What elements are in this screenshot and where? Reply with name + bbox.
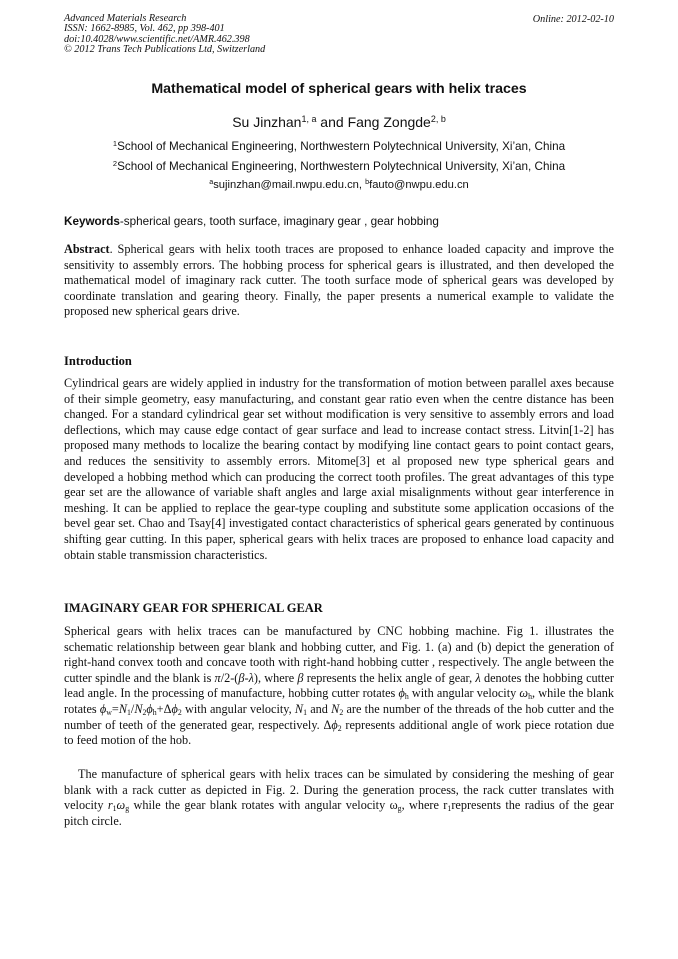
n-symbol: N xyxy=(134,701,143,716)
author-conjunction: and xyxy=(316,114,348,130)
email-a: sujinzhan@mail.nwpu.edu.cn, xyxy=(213,179,366,191)
journal-name: Advanced Materials Research xyxy=(64,13,187,24)
p1-text-3: - xyxy=(244,670,249,685)
lambda-symbol: λ xyxy=(248,670,254,685)
section-heading: IMAGINARY GEAR FOR SPHERICAL GEAR xyxy=(64,601,323,615)
beta-symbol: β xyxy=(297,670,304,685)
phi-symbol: ϕ xyxy=(99,701,107,716)
subscript: 2 xyxy=(177,707,182,717)
author-1-marker: 1, a xyxy=(301,114,317,125)
author-line xyxy=(0,114,678,130)
r-symbol: r xyxy=(107,798,113,813)
n-symbol: N xyxy=(331,701,340,716)
beta-symbol: β xyxy=(238,670,245,685)
issn-line: ISSN: 1662-8985, Vol. 462, pp 398-401 xyxy=(64,23,225,35)
section-paragraph-2 xyxy=(64,767,614,829)
affiliation-1-text: School of Mechanical Engineering, Northwestern Polytechnical University, Xi’an, China xyxy=(117,140,566,153)
omega-symbol: ω xyxy=(116,798,126,813)
phi-symbol: ϕ xyxy=(146,701,153,716)
pi-symbol: π xyxy=(214,670,221,685)
p1-text-2: /2-( xyxy=(220,670,239,685)
author-1: Su Jinzhan xyxy=(232,114,302,130)
paper-title: Mathematical model of spherical gears with helix traces xyxy=(151,81,527,97)
affiliation-2 xyxy=(0,160,678,173)
email-b-marker: b xyxy=(365,178,370,187)
subscript: 1 xyxy=(112,804,117,814)
subscript: h xyxy=(404,692,409,702)
subscript: 1 xyxy=(303,707,307,717)
p1-text-11: with angular velocity, xyxy=(181,701,295,716)
p1-text-9: = xyxy=(111,701,119,716)
p2-text-1: The manufacture of spherical gears with helix traces can be simulated by considering the meshing of gear blank with a rack cutter as depicted in Fig. 2. During the generation process, the rack cutter translates with velocity xyxy=(64,767,614,813)
email-line xyxy=(0,179,678,191)
p2-text-4: represents the radius of the gear pitch circle. xyxy=(64,798,615,828)
n-symbol: N xyxy=(294,701,304,716)
keywords xyxy=(64,215,624,228)
p1-text-6: denotes the hobbing cutter lead angle. In the processing of manufacture, hobbing cutter rotates xyxy=(64,670,614,701)
section-paragraph-1 xyxy=(64,624,614,749)
omega-symbol: ω xyxy=(519,686,529,701)
affiliation-1 xyxy=(0,140,678,153)
p1-text-5: represents the helix angle of gear, xyxy=(303,670,476,685)
email-a-marker: a xyxy=(209,178,214,187)
n-symbol: N xyxy=(118,701,127,716)
subscript: h xyxy=(152,707,157,717)
subscript: 2 xyxy=(339,707,344,717)
p1-text-14: represents additional angle of work piece rotation due to feed motion of the hob. xyxy=(64,717,615,748)
affiliation-2-text: School of Mechanical Engineering, Northwestern Polytechnical University, Xi’an, China xyxy=(117,160,566,173)
subscript: g xyxy=(397,804,402,814)
abstract-text: . Spherical gears with helix tooth traces are proposed to enhance loaded capacity and improve the sensitivity to assembly errors. The hobbing process for spherical gears is illustrated, and then developed the mathematical model of imaginary rack cutter. The tooth surface mode of spherical gears was developed by coordinate translation and gearing theory. Finally, the paper presents a numerical example to validate the proposed new spherical gears drive. xyxy=(64,242,614,319)
p1-text-4: ), where xyxy=(253,670,298,685)
p1-text-8: , while the blank rotates xyxy=(64,686,614,716)
email-b: fauto@nwpu.edu.cn xyxy=(369,179,469,191)
phi-symbol: ϕ xyxy=(171,701,178,716)
author-2: Fang Zongde xyxy=(347,114,431,130)
abstract-label: Abstract xyxy=(64,242,110,256)
online-date: Online: 2012-02-10 xyxy=(532,14,614,25)
subscript: 1 xyxy=(447,804,452,814)
author-2-marker: 2, b xyxy=(430,114,446,125)
keywords-label: Keywords xyxy=(64,215,120,228)
phi-symbol: ϕ xyxy=(398,686,405,701)
subscript: 2 xyxy=(142,707,147,717)
p2-text-3: , where r xyxy=(401,798,448,813)
subscript: h xyxy=(528,692,532,702)
subscript: g xyxy=(125,804,130,814)
keywords-text: -spherical gears, tooth surface, imaginary gear , gear hobbing xyxy=(119,215,439,228)
subscript: w xyxy=(106,707,112,717)
p2-text-2: while the gear blank rotates with angular velocity ω xyxy=(129,798,398,813)
lambda-symbol: λ xyxy=(475,670,481,685)
slash: / xyxy=(130,701,135,716)
affiliation-2-marker: 2 xyxy=(112,158,118,168)
subscript: 1 xyxy=(126,707,131,717)
p1-text-13: are the number of the threads of the hob cutter and the number of teeth of the generated gear, respectively. Δ xyxy=(64,701,614,732)
journal-header xyxy=(64,14,265,56)
affiliation-1-marker: 1 xyxy=(112,138,118,148)
doi-line: doi:10.4028/www.scientific.net/AMR.462.398 xyxy=(64,33,250,45)
p1-text-10: +Δ xyxy=(156,701,172,716)
copyright-line: © 2012 Trans Tech Publications Ltd, Switzerland xyxy=(64,44,266,56)
introduction-paragraph: Cylindrical gears are widely applied in industry for the transformation of motion between parallel axes because of their simple geometry, easy manufacturing, and constant gear ratio even when the centre distance has been changed. For a standard cylindrical gear set without modification is very sensitive to assembly errors and load deflections, which may cause edge contact of gear surface and lead to increase contact stress. Litvin[1-2] has proposed many methods to localize the bearing contact by modifying line contact gears to point contact gears, and reduces the sensitivity to assembly errors. Mitome[3] et al proposed new type spherical gears and developed a hobbing method which can producing the correct tooth profiles. The great advantages of this type gear set are the allowance of variable shaft angles and large axial misalignments without gear interference in meshing. It can be applied to replace the gear-type coupling and substitute some application occasions of the bevel gear set. Chao and Tsay[4] investigated contact characteristics of spherical gears generated by continuous shifting gear cutting. In this paper, spherical gears with helix traces are proposed to enhance load capacity and obtain stable transmission characteristics. xyxy=(64,376,614,562)
abstract xyxy=(64,242,614,320)
phi-symbol: ϕ xyxy=(331,717,338,732)
p1-text-12: and xyxy=(307,701,332,716)
introduction-heading: Introduction xyxy=(64,354,132,368)
p1-text-7: with angular velocity xyxy=(408,686,520,701)
p1-text-1: Spherical gears with helix traces can be manufactured by CNC hobbing machine. Fig 1. illustrates the schematic relationship between gear blank and hobbing cutter, and Fig. 1. (a) and (b) depict the generation of right-hand convex tooth and concave tooth with right-hand hobbing cutter , respectively. The angle between the cutter spindle and the blank is xyxy=(64,624,614,685)
subscript: 2 xyxy=(337,723,342,733)
